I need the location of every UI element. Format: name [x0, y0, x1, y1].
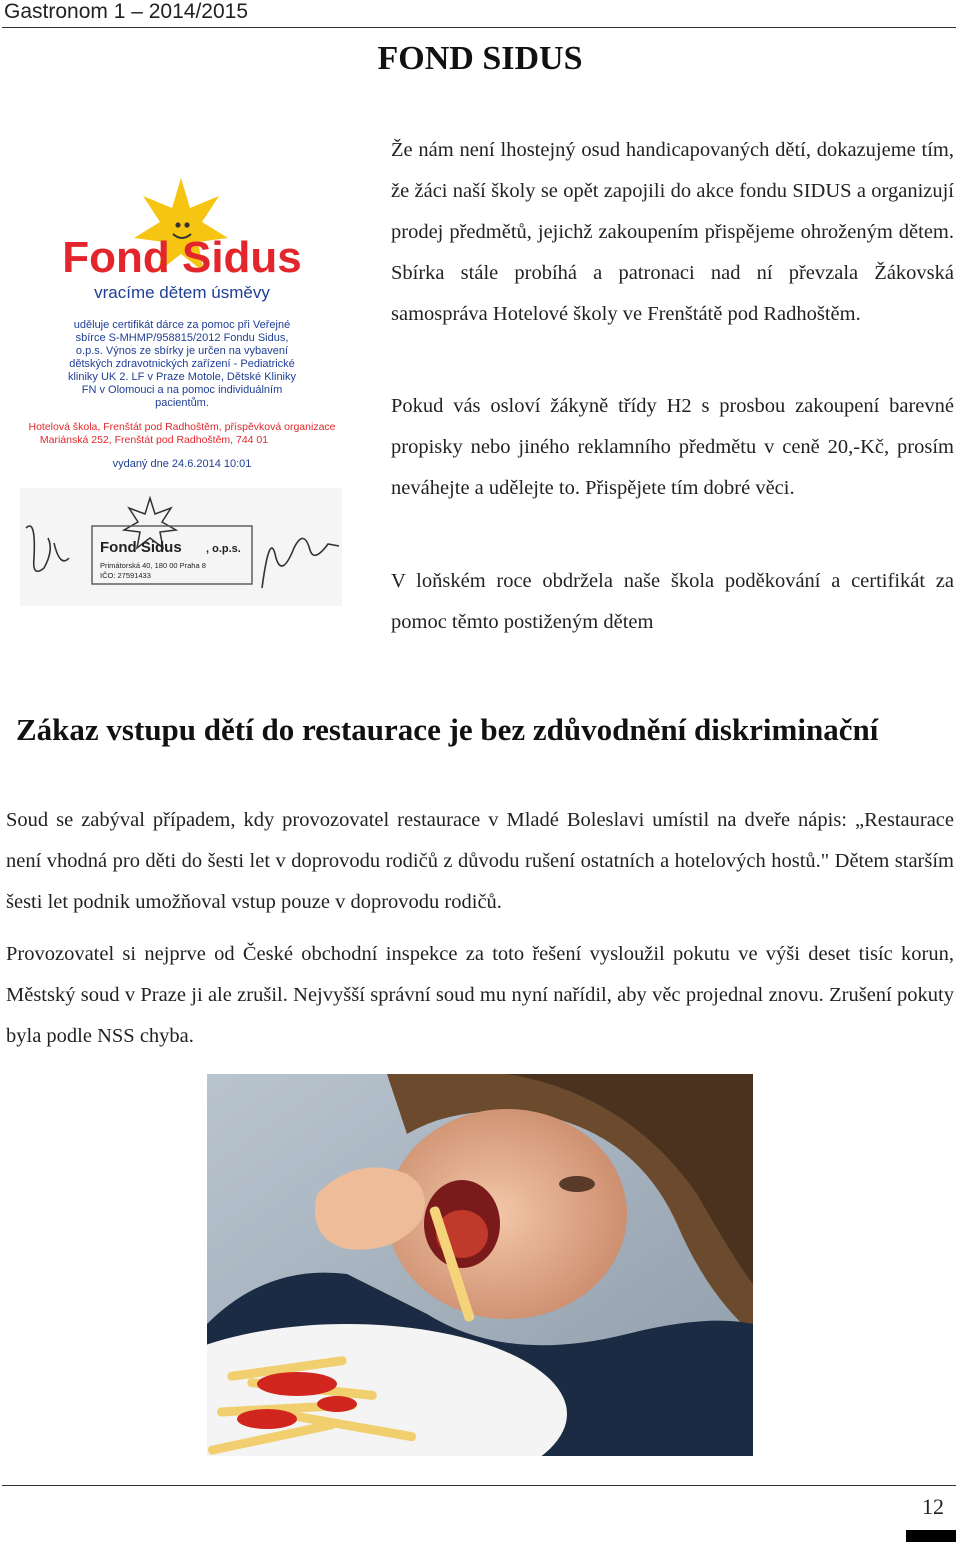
fond-sidus-paragraph-2: Pokud vás osloví žákyně třídy H2 s prosbou zakoupení barevné propisky nebo jiného reklamního předmětu v ceně 20,-Kč, prosím neváhejte a udělejte to. Přispějete tím dobré věci. [391, 395, 954, 499]
cert-recipient-line: Hotelová škola, Frenštát pod Radhoštěm, příspěvková organizace [28, 421, 336, 433]
fond-sidus-paragraph-3: V loňském roce obdržela naše škola poděkování a certifikát za pomoc těmto postiženým dětem [391, 570, 954, 633]
section-title-restaurant: Zákaz vstupu dětí do restaurace je bez zdůvodnění diskriminační [16, 712, 879, 747]
cert-recipient-line: Mariánská 252, Frenštát pod Radhoštěm, 744 01 [39, 434, 269, 446]
restaurant-paragraph-2: Provozovatel si nejprve od České obchodní inspekce za toto řešení vysloužil pokutu ve výši deset tisíc korun, Městský soud v Praze ji ale zrušil. Nejvyšší správní soud mu nyní nařídil, aby věc projednal znovu. Zrušení pokuty byla podle NSS chyba. [6, 943, 954, 1047]
section-title-fond-sidus: FOND SIDUS [377, 40, 583, 77]
certificate-image [14, 178, 352, 610]
certificate-slogan: vracíme dětem úsměvy [94, 283, 270, 302]
footer-rule [2, 1485, 956, 1486]
cert-line: kliniky UK 2. LF v Praze Motole, Dětské Kliniky [67, 371, 297, 383]
stamp-suffix: , o.p.s. [206, 543, 241, 555]
cert-line: sbírce S-MHMP/958815/2012 Fondu Sidus, [75, 332, 289, 344]
header-text: Gastronom 1 – 2014/2015 [4, 0, 249, 23]
stamp-brand: Fond Sidus [100, 539, 182, 556]
stamp-ico: IČO: 27591433 [100, 571, 151, 580]
fond-sidus-paragraph-1: Že nám není lhostejný osud handicapovaných dětí, dokazujeme tím, že žáci naší školy se opět zapojili do akce fondu SIDUS a organizují prodej předmětů, jejichž zakoupením přispějeme ohroženým dětem. Sbírka stále probíhá a patronaci nad ní převzala Žákovská samospráva Hotelové školy ve Frenštátě pod Radhoštěm. [391, 139, 954, 325]
page-number: 12 [922, 1494, 944, 1519]
page-header [0, 0, 960, 28]
restaurant-paragraph-1: Soud se zabýval případem, kdy provozovatel restaurace v Mladé Boleslavi umístil na dveře nápis: „Restaurace není vhodná pro děti do šesti let v doprovodu rodičů z důvodu rušení ostatních a hotelových hostů." Dětem starším šesti let podnik umožňoval vstup pouze v doprovodu rodičů. [6, 809, 954, 913]
stamp-address: Primátorská 40, 180 00 Praha 8 [100, 561, 206, 570]
cert-issued-date: vydaný dne 24.6.2014 10:01 [112, 458, 252, 470]
header-rule [2, 27, 956, 28]
certificate-brand: Fond Sidus [62, 233, 302, 282]
cert-line: o.p.s. Výnos ze sbírky je určen na vybavení [75, 345, 289, 357]
cert-line: uděluje certifikát dárce za pomoc při Veřejné [73, 319, 291, 331]
page-number-bar [906, 1530, 956, 1542]
cert-line: dětských zdravotnických zařízení - Pediatrické [69, 358, 295, 370]
cert-line: pacientům. [155, 397, 209, 409]
cert-line: FN v Olomouci a na pomoc individuálním [81, 384, 283, 396]
photo-child-eating-fries [207, 1074, 753, 1456]
